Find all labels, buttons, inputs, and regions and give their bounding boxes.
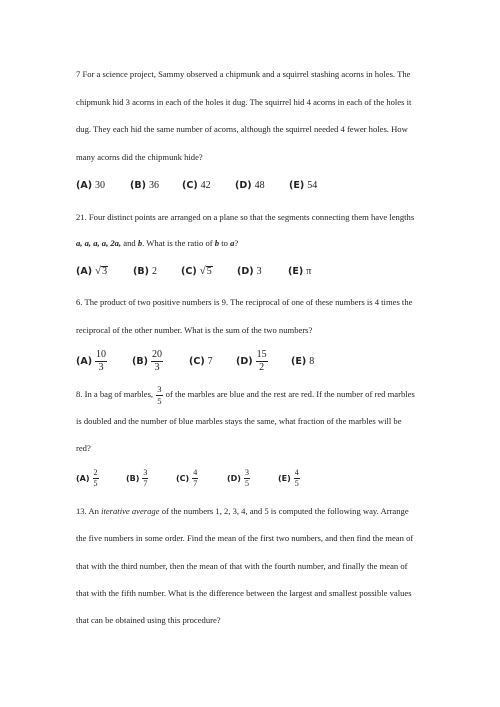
problem-21-line: 21. Four distinct points are arranged on a plane so that the segments connecting them have lengths [76,212,415,222]
choice-a[interactable]: (A) √ 3 [76,265,108,277]
problem-13-line: that with the third number, then the mean of that with the fourth number, and finally the mean of [76,561,408,571]
choice-b[interactable]: (B) $\frac{3}{7}$ [126,468,148,488]
choice-d[interactable]: (D) $\frac{3}{5}$ [227,468,249,488]
problem-7-line: many acorns did the chipmunk hide? [76,152,203,162]
italic-term: iterative average [101,506,160,516]
inline-text: ? [234,238,239,248]
choice-b[interactable]: (B) 2 [133,266,157,277]
math-expression: a, a, a, a, 2a, [76,238,122,248]
choice-a[interactable]: (A) $\frac{10}{3}$ [76,349,107,373]
math-variable: b [214,238,220,248]
fraction: $\frac{10}{3}$ [96,349,107,373]
inline-text: and [121,238,138,248]
choice-d[interactable]: (D) 3 [237,266,262,277]
choice-b[interactable]: (B) $\frac{20}{3}$ [132,349,162,373]
problem-13-line: that can be obtained using this procedure? [76,615,221,625]
inline-text: of the numbers 1, 2, 3, 4, and 5 is computed the following way. Arrange [159,506,409,516]
choice-e[interactable]: (E) 8 [291,356,315,367]
problem-7-line: 7 For a science project, Sammy observed a chipmunk and a squirrel stashing acorns in holes. The [76,69,411,79]
problem-13-line: that with the fifth number. What is the difference between the largest and smallest possible values [76,588,412,598]
choice-c[interactable]: (C) 7 [189,356,213,367]
problem-6-line: 6. The product of two positive numbers is 9. The reciprocal of one of these numbers is 4 times the [76,297,413,307]
inline-text: to [219,238,231,248]
fraction: $\frac{3}{5}$ [244,468,249,488]
fraction: $\frac{3}{7}$ [143,468,148,488]
fraction: $\frac{3}{5}$ [157,384,162,406]
choice-e[interactable]: (E) $\frac{4}{5}$ [278,468,299,488]
problem-21-line [76,238,436,249]
problem-7-line: dug. They each hid the same number of acorns, although the squirrel needed 4 fewer holes. How [76,124,408,134]
fraction: $\frac{4}{5}$ [294,468,299,488]
math-variable: b [137,238,143,248]
problem-8-line [76,385,436,405]
problem-6-line: reciprocal of the other number. What is the sum of the two numbers? [76,325,313,335]
math-variable: a [230,238,235,248]
problem-13-line: the five numbers in some order. Find the mean of the first two numbers, and then find the mean of [76,533,414,543]
choice-b[interactable]: (B) 36 [130,180,159,191]
problem-8-line: is doubled and the number of blue marbles stays the same, what fraction of the marbles will be [76,416,402,426]
choice-c[interactable]: (C) √ 5 [181,265,212,277]
sqrt-expression: √ 5 [199,265,212,277]
choice-d[interactable]: (D) $\frac{15}{2}$ [236,349,267,373]
inline-text: 8. In a bag of marbles, [76,389,156,400]
sqrt-expression: √ 3 [95,265,108,277]
choice-a[interactable]: (A) $\frac{2}{5}$ [76,468,98,488]
choice-e[interactable]: (E) 54 [289,180,318,191]
fraction: $\frac{15}{2}$ [256,349,267,373]
inline-text: of the marbles are blue and the rest are red. If the number of red marbles [163,389,415,400]
choice-a[interactable]: (A) 30 [76,180,106,191]
fraction: $\frac{4}{7}$ [193,468,198,488]
problem-7-line: chipmunk hid 3 acorns in each of the holes it dug. The squirrel hid 4 acorns in each of the holes it [76,97,412,107]
inline-text: . What is the ratio of [142,238,215,248]
choice-c[interactable]: (C) $\frac{4}{7}$ [176,468,198,488]
fraction: $\frac{2}{5}$ [93,468,98,488]
problem-13-line [76,506,436,517]
problem-8-line: red? [76,443,91,453]
fraction: $\frac{20}{3}$ [151,349,162,373]
choice-d[interactable]: (D) 48 [235,180,265,191]
choice-c[interactable]: (C) 42 [182,180,211,191]
inline-text: 13. An [76,506,102,516]
choice-e[interactable]: (E) π [288,266,312,277]
